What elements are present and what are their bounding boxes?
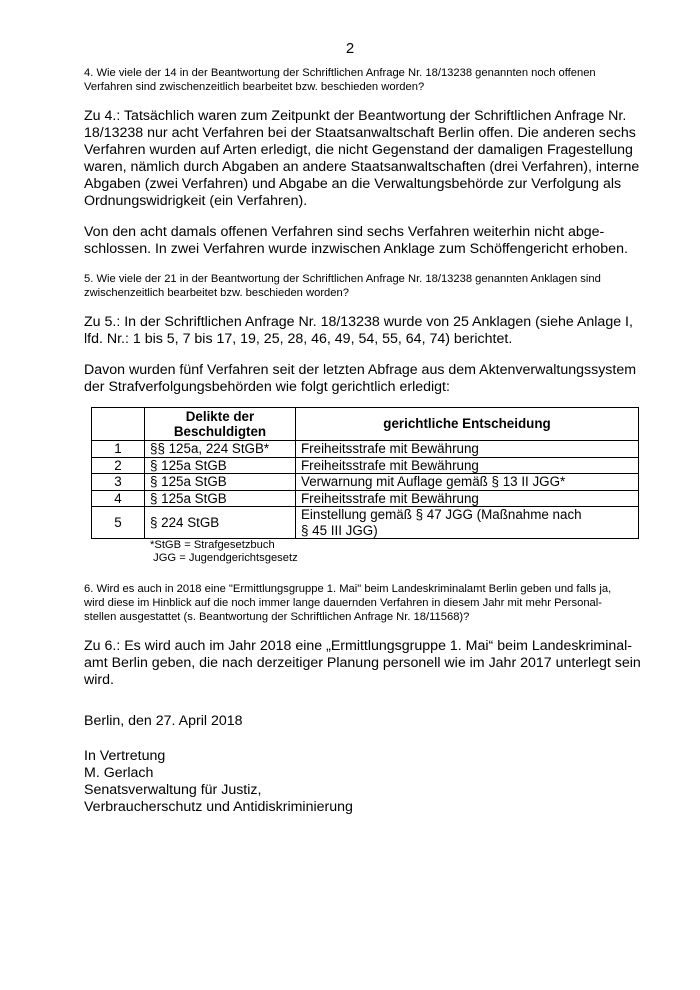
signature-line: In Vertretung (84, 748, 166, 764)
decision-line: Verwarnung mit Auflage gemäß § 13 II JGG* (301, 474, 566, 489)
answer-line: Zu 6.: Es wird auch im Jahr 2018 eine „Ermittlungsgruppe 1. Mai“ beim Landeskriminal- (84, 638, 633, 654)
answer-4-paragraph-1 (84, 108, 646, 210)
decision-line: Freiheitsstrafe mit Bewährung (301, 457, 479, 473)
place-date: Berlin, den 27. April 2018 (84, 713, 243, 729)
row-decision (296, 474, 639, 491)
question-4-line: Verfahren sind zwischenzeitlich bearbeitet bzw. beschieden worden? (84, 81, 425, 93)
answer-4-paragraph-2 (84, 224, 646, 258)
table-row (92, 441, 639, 458)
signature-line: Verbraucherschutz und Antidiskriminierung (84, 799, 353, 815)
row-number: 2 (92, 457, 145, 474)
row-offense: § 125a StGB (145, 490, 296, 507)
row-offense: § 125a StGB (145, 474, 296, 491)
row-number: 4 (92, 490, 145, 507)
row-decision (296, 457, 639, 474)
row-decision (296, 490, 639, 507)
answer-line: 18/13238 nur acht Verfahren bei der Staatsanwaltschaft Berlin offen. Die anderen sechs (84, 125, 636, 141)
table-row (92, 507, 639, 539)
answer-line: amt Berlin geben, die nach derzeitiger Planung personell wie im Jahr 2017 unterlegt sein (84, 655, 641, 671)
table-footnotes (150, 539, 646, 565)
answer-line: Zu 4.: Tatsächlich waren zum Zeitpunkt der Beantwortung der Schriftlichen Anfrage Nr. (84, 108, 627, 124)
answer-line: Davon wurden fünf Verfahren seit der letzten Abfrage aus dem Aktenverwaltungssystem (84, 362, 637, 378)
table-row (92, 474, 639, 491)
question-6 (84, 582, 646, 624)
answer-6 (84, 638, 646, 689)
question-6-line: 6. Wird es auch in 2018 eine "Ermittlungsgruppe 1. Mai" beim Landeskriminalamt Berlin geben und falls ja, (84, 583, 612, 595)
answer-5-paragraph-1 (84, 314, 646, 348)
row-number: 3 (92, 474, 145, 491)
row-decision (296, 441, 639, 458)
decision-line: Freiheitsstrafe mit Bewährung (301, 490, 479, 506)
answer-line: Verfahren wurden auf Arten erledigt, die nicht Gegenstand der damaligen Fragestellung (84, 142, 633, 158)
header-offense-line: Delikte der (185, 408, 255, 424)
answer-line: lfd. Nr.: 1 bis 5, 7 bis 17, 19, 25, 28, 46, 49, 54, 55, 64, 74) berichtet. (84, 331, 513, 347)
answer-line: wird. (84, 672, 114, 688)
answer-line: waren, nämlich durch Abgaben an andere Staatsanwaltschaften (drei Verfahren), interne (84, 159, 640, 175)
signature-line: Senatsverwaltung für Justiz, (84, 782, 262, 798)
row-decision (296, 507, 639, 539)
row-number: 1 (92, 441, 145, 458)
decision-line: Einstellung gemäß § 47 JGG (Maßnahme nach (301, 507, 582, 522)
footnote: JGG = Jugendgerichtsgesetz (150, 552, 298, 564)
header-nr-cell (92, 408, 145, 441)
question-5-line: zwischenzeitlich bearbeitet bzw. beschieden worden? (84, 287, 349, 299)
signature-block (84, 748, 646, 816)
row-number: 5 (92, 507, 145, 539)
answer-line: schlossen. In zwei Verfahren wurde inzwischen Anklage zum Schöffengericht erhoben. (84, 241, 628, 257)
header-decision-cell: gerichtliche Entscheidung (296, 408, 639, 441)
question-4-line: 4. Wie viele der 14 in der Beantwortung der Schriftlichen Anfrage Nr. 18/13238 genannten noch offenen (84, 67, 596, 79)
page-content (84, 66, 646, 816)
answer-line: Abgaben (zwei Verfahren) und Abgabe an die Verwaltungsbehörde zur Verfolgung als (84, 176, 622, 192)
answer-line: der Strafverfolgungsbehörden wie folgt gerichtlich erledigt: (84, 379, 450, 395)
question-6-line: stellen ausgestattet (s. Beantwortung der Schriftlichen Anfrage Nr. 18/11568)? (84, 611, 470, 623)
decision-line: § 45 III JGG) (301, 522, 378, 538)
verdict-table (91, 407, 639, 539)
question-5-line: 5. Wie viele der 21 in der Beantwortung der Schriftlichen Anfrage Nr. 18/13238 genannten Anklagen sind (84, 273, 601, 285)
footnote: *StGB = Strafgesetzbuch (150, 539, 275, 551)
table-row (92, 457, 639, 474)
answer-line: Zu 5.: In der Schriftlichen Anfrage Nr. 18/13238 wurde von 25 Anklagen (siehe Anlage I, (84, 314, 633, 330)
question-6-line: wird diese im Hinblick auf die noch immer lange dauernden Verfahren in diesem Jahr mit mehr Personal- (84, 597, 602, 609)
table-header-row (92, 408, 639, 441)
answer-line: Ordnungswidrigkeit (ein Verfahren). (84, 193, 308, 209)
page-number: 2 (345, 40, 355, 57)
decision-line: Freiheitsstrafe mit Bewährung (301, 441, 479, 456)
signature-line: M. Gerlach (84, 765, 154, 781)
header-offense-cell (145, 408, 296, 441)
answer-5-paragraph-2 (84, 362, 646, 396)
row-offense: § 224 StGB (145, 507, 296, 539)
question-5 (84, 272, 646, 300)
answer-line: Von den acht damals offenen Verfahren sind sechs Verfahren weiterhin nicht abge- (84, 224, 605, 240)
row-offense: §§ 125a, 224 StGB* (145, 441, 296, 458)
header-offense-line: Beschuldigten (173, 424, 267, 439)
table-row (92, 490, 639, 507)
row-offense: § 125a StGB (145, 457, 296, 474)
question-4 (84, 66, 646, 94)
